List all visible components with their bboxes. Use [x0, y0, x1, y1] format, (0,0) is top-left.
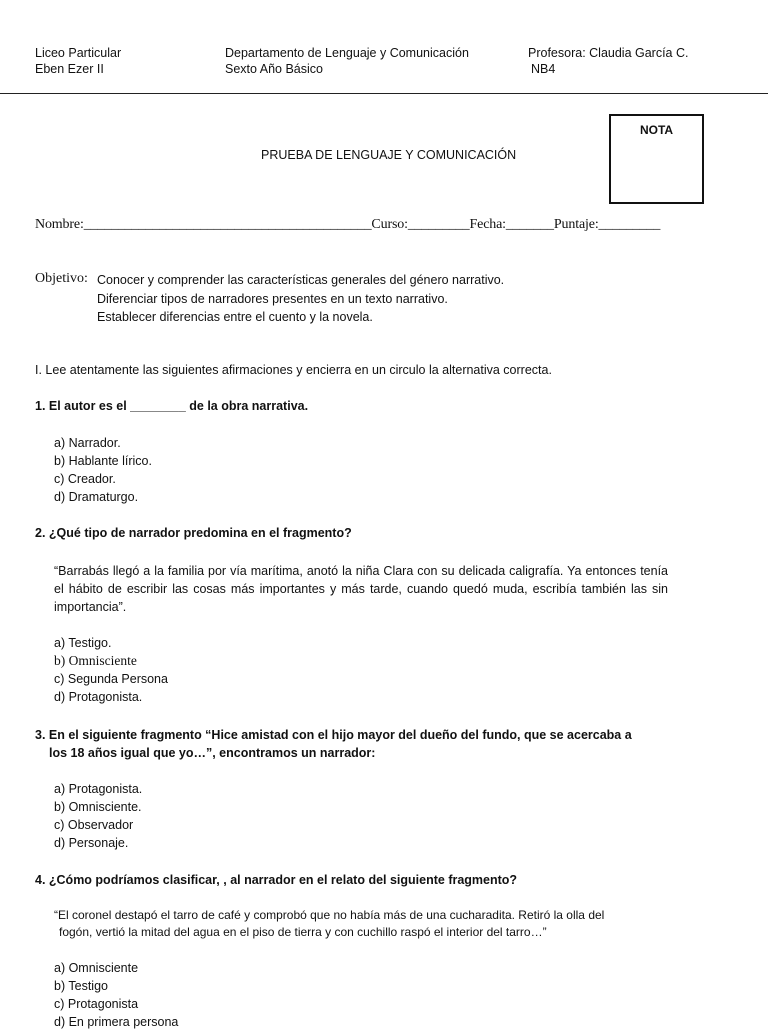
question-3-text-line1: 3. En el siguiente fragmento “Hice amistad con el hijo mayor del dueño del fundo, que se acercaba a [35, 728, 632, 742]
question-4-fragment-line1: “El coronel destapó el tarro de café y comprobó que no había más de una cucharadita. Retiró la olla del [54, 908, 605, 922]
question-1-option-a[interactable]: a) Narrador. [54, 436, 121, 450]
objective-line-1: Conocer y comprender las características generales del género narrativo. [97, 273, 505, 287]
question-4-fragment-line2: fogón, vertió la mitad del agua en el piso de tierra y con cuchillo raspó el interior del tarro…” [59, 925, 547, 939]
question-3-option-c[interactable]: c) Observador [54, 818, 134, 832]
question-2-text: 2. ¿Qué tipo de narrador predomina en el fragmento? [35, 526, 352, 540]
question-4-option-c[interactable]: c) Protagonista [54, 997, 139, 1011]
grade-box-label: NOTA [639, 123, 674, 137]
teacher-info [528, 45, 689, 77]
question-4-fragment [54, 907, 604, 941]
question-1-option-b[interactable]: b) Hablante lírico. [54, 454, 152, 468]
school-line1: Liceo Particular [35, 46, 122, 60]
question-4-option-d[interactable]: d) En primera persona [54, 1015, 179, 1029]
question-4-options [54, 959, 178, 1031]
question-1-option-d[interactable]: d) Dramaturgo. [54, 490, 139, 504]
instructions: I. Lee atentamente las siguientes afirmaciones y encierra en un circulo la alternativa correcta. [35, 363, 552, 377]
question-2-option-a[interactable]: a) Testigo. [54, 636, 112, 650]
header-divider [0, 93, 768, 94]
student-fields-line: Nombre:__________________________________________Curso:_________Fecha:_______Puntaje:_________ [35, 217, 661, 232]
question-2-option-c[interactable]: c) Segunda Persona [54, 672, 168, 686]
question-3-option-d[interactable]: d) Personaje. [54, 836, 129, 850]
question-3-options [54, 780, 142, 852]
question-1-text: 1. El autor es el ________ de la obra narrativa. [35, 399, 309, 413]
question-3-option-b[interactable]: b) Omnisciente. [54, 800, 142, 814]
question-1-options [54, 434, 152, 506]
question-2-fragment: “Barrabás llegó a la familia por vía marítima, anotó la niña Clara con su delicada caligrafía. Ya entonces tenía el hábito de escribir las cosas más importantes y más tarde, cuando quedó muda, escribía también las sin importancia”. [54, 564, 668, 614]
question-4-option-a[interactable]: a) Omnisciente [54, 961, 139, 975]
objective-line-2: Diferenciar tipos de narradores presentes en un texto narrativo. [97, 291, 448, 306]
question-4-text: 4. ¿Cómo podríamos clasificar, , al narrador en el relato del siguiente fragmento? [35, 873, 518, 887]
objective-list [97, 271, 504, 327]
grade-box [609, 114, 704, 204]
objective-label: Objetivo: [35, 271, 88, 286]
question-3-text-line2: los 18 años igual que yo…”, encontramos un narrador: [49, 746, 376, 760]
teacher-line2: NB4 [531, 62, 556, 76]
school-line2: Eben Ezer II [35, 62, 104, 76]
objective-line-3: Establecer diferencias entre el cuento y la novela. [97, 310, 373, 324]
question-3-option-a[interactable]: a) Protagonista. [54, 782, 143, 796]
dept-line1: Departamento de Lenguaje y Comunicación [225, 46, 469, 60]
dept-line2: Sexto Año Básico [225, 62, 323, 76]
question-4-option-b[interactable]: b) Testigo [54, 979, 108, 993]
test-title: PRUEBA DE LENGUAJE Y COMUNICACIÓN [261, 148, 517, 162]
teacher-line1: Profesora: Claudia García C. [528, 46, 689, 60]
question-2-options [54, 634, 168, 706]
question-2-option-b[interactable]: b) Omnisciente [54, 653, 137, 668]
question-2-option-d[interactable]: d) Protagonista. [54, 690, 143, 704]
school-name [35, 45, 121, 77]
question-3-text [35, 726, 632, 762]
department-info [225, 45, 469, 77]
question-1-option-c[interactable]: c) Creador. [54, 472, 116, 486]
